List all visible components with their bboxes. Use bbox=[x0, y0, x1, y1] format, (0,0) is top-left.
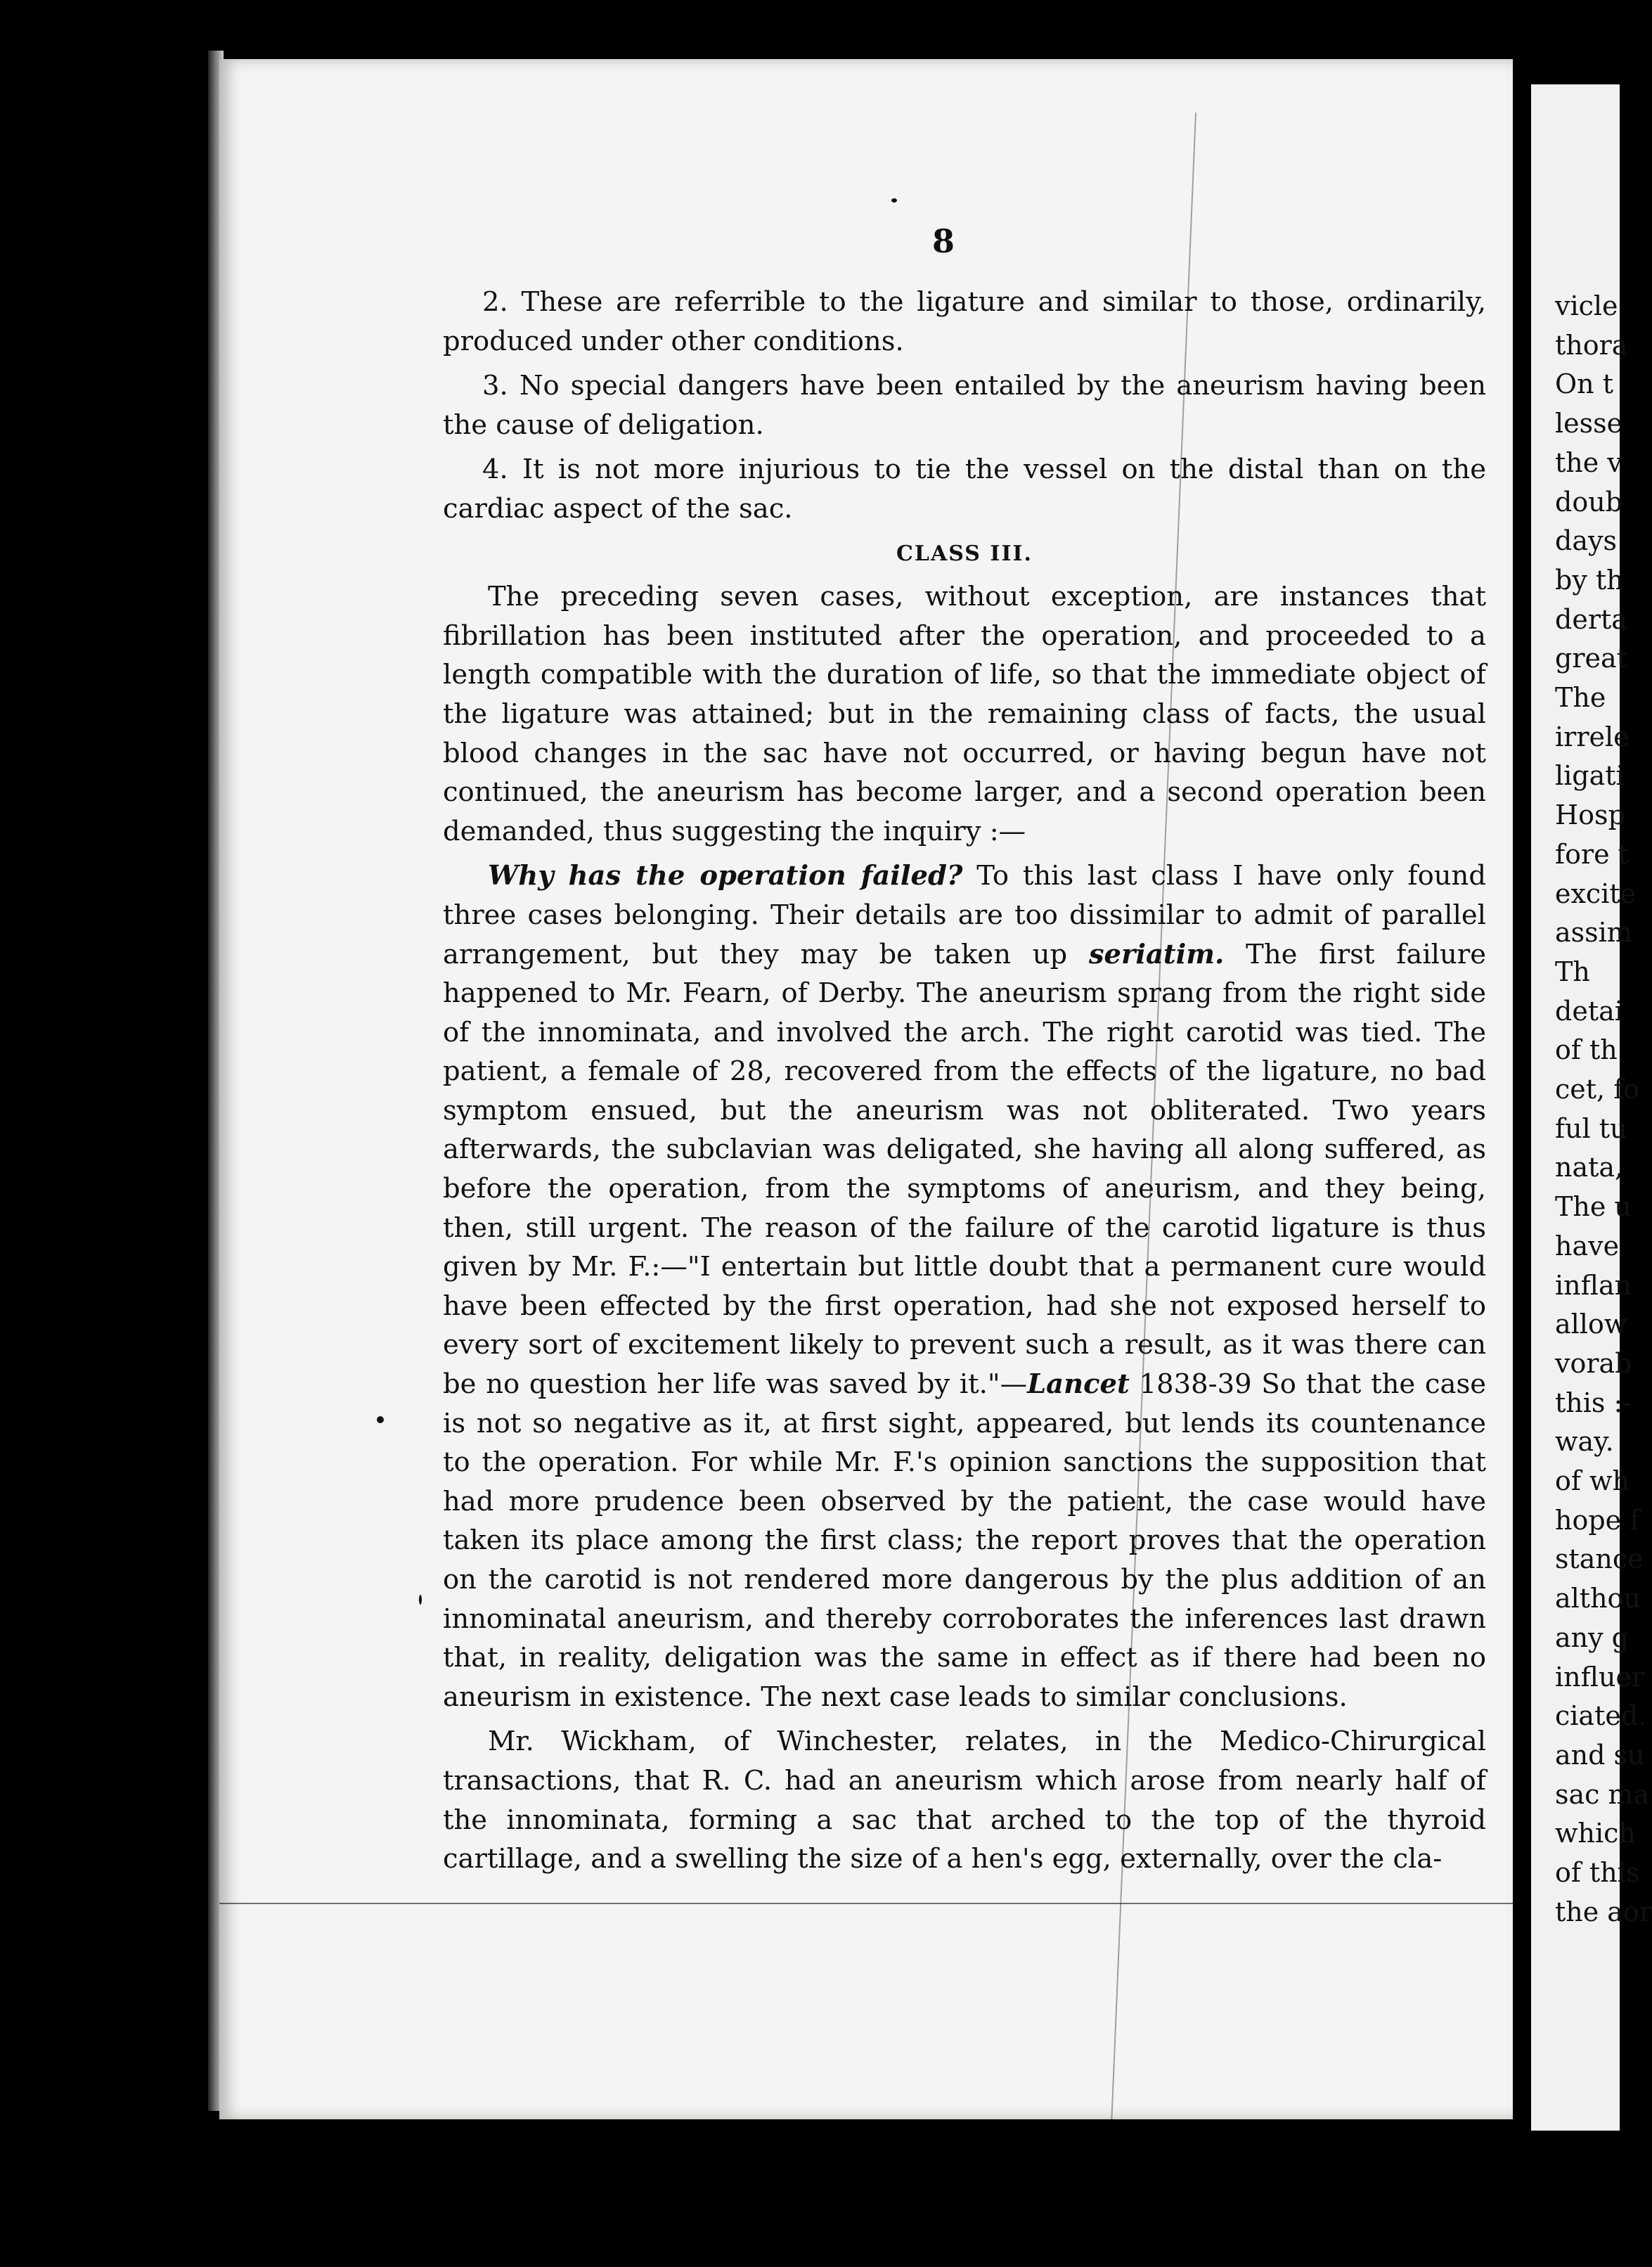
facing-page-line: influer bbox=[1555, 1661, 1645, 1693]
book-gutter bbox=[1513, 84, 1531, 2131]
facing-page-line: stance bbox=[1555, 1543, 1644, 1575]
facing-page-line: excite bbox=[1555, 878, 1637, 909]
facing-page-line: althou bbox=[1555, 1583, 1641, 1614]
facing-page-line: hope f bbox=[1555, 1504, 1640, 1536]
facing-page-line: vorab bbox=[1555, 1347, 1632, 1379]
facing-page-line: and su bbox=[1555, 1739, 1645, 1771]
facing-page-line: vicle bbox=[1555, 290, 1618, 321]
italic-question: Why has the operation failed? bbox=[488, 860, 963, 892]
facing-page-line: of th bbox=[1555, 1034, 1618, 1066]
facing-page-line: sac ma bbox=[1555, 1778, 1650, 1810]
facing-page-line: thora bbox=[1555, 329, 1628, 361]
facing-page-line: assim bbox=[1555, 917, 1632, 949]
facing-page-line: days bbox=[1555, 525, 1617, 557]
facing-page-line: this :- bbox=[1555, 1387, 1632, 1418]
facing-page-line: lesse bbox=[1555, 408, 1623, 439]
facing-page-line: cet, fo bbox=[1555, 1074, 1640, 1105]
numbered-item bbox=[443, 366, 1486, 444]
italic-term: seriatim. bbox=[1088, 938, 1225, 970]
facing-page-line: the aor bbox=[1555, 1896, 1652, 1927]
item-number: 3. bbox=[482, 370, 508, 402]
facing-page-line: The u bbox=[1555, 1191, 1632, 1223]
facing-page-line: doub bbox=[1555, 486, 1623, 518]
page-number: 8 bbox=[932, 222, 955, 260]
numbered-item bbox=[443, 283, 1486, 361]
facing-page-line: Hosp bbox=[1555, 799, 1625, 831]
facing-page-fragment bbox=[1531, 84, 1652, 2131]
item-text: No special dangers have been entailed by the aneurism having been the cause of deligation. bbox=[443, 370, 1487, 441]
paragraph: Mr. Wickham, of Winchester, relates, in the Medico-Chirurgical transactions, that R. C. had an aneurism which arose from nearly half of the innominata, forming a sac that arched to the top of the thyroid cartillage, and a swelling the size of a hen's egg, externally, over the cla- bbox=[443, 1726, 1486, 1875]
facing-page-line: fore t bbox=[1555, 838, 1629, 870]
facing-page-line: The bbox=[1555, 682, 1606, 713]
facing-page-line: have bbox=[1555, 1230, 1620, 1261]
facing-page-line: Th bbox=[1555, 956, 1590, 987]
facing-page-line: detai bbox=[1555, 995, 1623, 1027]
facing-page-line: derta bbox=[1555, 603, 1627, 635]
scan-artifact-line bbox=[219, 1903, 1513, 1904]
ink-speck bbox=[419, 1595, 422, 1605]
facing-page-line: allow bbox=[1555, 1309, 1627, 1340]
item-number: 2. bbox=[482, 286, 508, 318]
facing-page-line: of this bbox=[1555, 1857, 1640, 1888]
item-number: 4. bbox=[482, 454, 508, 486]
paragraph-text: 1838-39 So that the case is not so negative as it, at first sight, appeared, but lends its countenance to the operation. For while Mr. F.'s opinion sanctions the supposition that had more prudence been observed by the patient, the case would have taken its place among the first class; the report proves that the operation on the carotid is not rendered more dangerous by the plus addition of an innominatal aneurism, and thereby corroborates the inferences last drawn that, in reality, deligation was the same in effect as if there had been no aneurism in existence. The next case leads to similar conclusions. bbox=[443, 1368, 1486, 1713]
item-text: It is not more injurious to tie the vessel on the distal than on the cardiac aspect of the sac. bbox=[443, 454, 1486, 525]
facing-page-line: any g bbox=[1555, 1621, 1630, 1653]
paragraph bbox=[443, 856, 1486, 1716]
section-heading: CLASS III. bbox=[896, 541, 1033, 566]
ink-speck bbox=[377, 1416, 384, 1423]
facing-page-line: which bbox=[1555, 1818, 1636, 1849]
facing-page-line: ful tu bbox=[1555, 1112, 1627, 1144]
facing-page-line: the v bbox=[1555, 447, 1622, 478]
facing-page-line: way. bbox=[1555, 1426, 1614, 1458]
item-text: These are referrible to the ligature and similar to those, ordinarily, produced under other conditions. bbox=[443, 286, 1486, 357]
facing-page-line: On t bbox=[1555, 368, 1613, 400]
facing-page-line: inflan bbox=[1555, 1269, 1632, 1301]
paragraph: The preceding seven cases, without exception, are instances that fibrillation has been instituted after the operation, and proceeded to a length compatible with the duration of life, so that the immediate object of the ligature was attained; but in the remaining class of facts, the usual blood changes in the sac have not occurred, or having begun have not continued, the aneurism has become larger, and a second operation been demanded, thus suggesting the inquiry :— bbox=[443, 581, 1486, 847]
paragraph-text: To this last class I have only found three cases belonging. Their details are too dissimilar to admit of parallel arrangement, but they may be taken up bbox=[443, 860, 1486, 970]
facing-page-line: by th bbox=[1555, 564, 1624, 596]
paragraph-text: The first failure happened to Mr. Fearn, of Derby. The aneurism sprang from the right side of the innominata, and involved the arch. The right carotid was tied. The patient, a female of 28, recovered from the effects of the ligature, no bad symptom ensued, but the aneurism was not obliterated. Two years afterwards, the subclavian was deligated, she having all along suffered, as before the operation, from the symptoms of aneurism, and they being, then, still urgent. The reason of the failure of the carotid ligature is thus given by Mr. F.:—"I entertain but little doubt that a permanent cure would have been effected by the first operation, had she not exposed herself to every sort of excitement likely to prevent such a result, as it was there can be no question her life was saved by it."— bbox=[443, 938, 1486, 1401]
ink-speck bbox=[891, 198, 897, 203]
facing-page-line: ciated. bbox=[1555, 1700, 1647, 1732]
italic-citation: Lancet bbox=[1027, 1368, 1130, 1401]
facing-page-line: of wh bbox=[1555, 1465, 1630, 1496]
facing-page-line: ligati bbox=[1555, 760, 1625, 792]
facing-page-line: nata, bbox=[1555, 1152, 1624, 1183]
body-text bbox=[443, 283, 1486, 1884]
facing-page-line: great bbox=[1555, 643, 1627, 674]
numbered-item bbox=[443, 450, 1486, 528]
facing-page-line: irrele bbox=[1555, 721, 1630, 752]
